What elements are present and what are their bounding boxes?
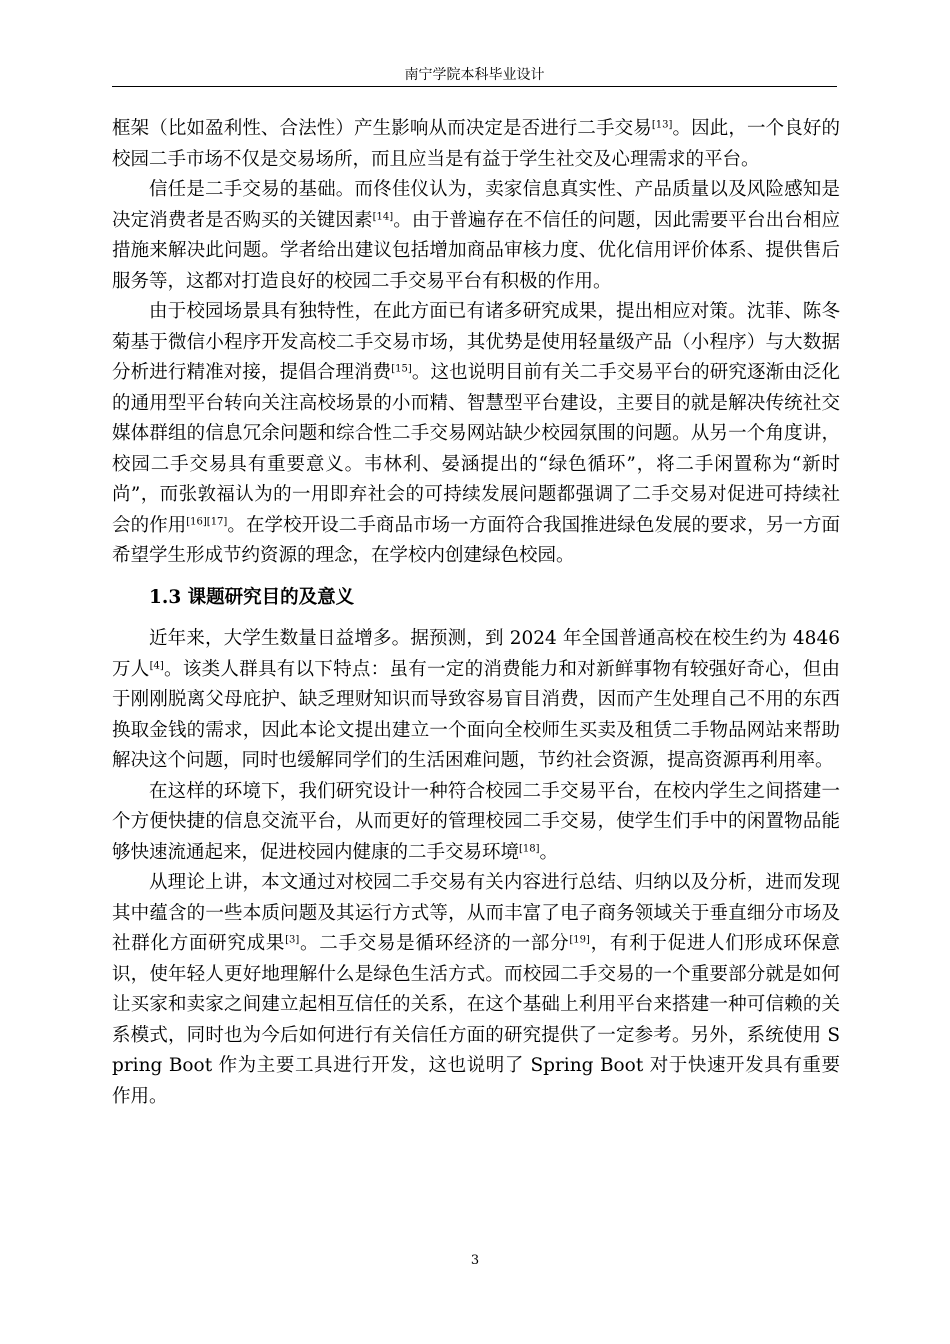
citation-15: [15]	[391, 363, 412, 375]
paragraph-2	[112, 175, 840, 297]
paragraph-6-text-a: 从理论上讲，本文通过对校园二手交易有关内容进行总结、归纳以及分析，进而发现其中蕴含的一些本质问题及其运行方式等，从而丰富了电子商务领域关于垂直细分市场及社群化方面研究成果	[112, 872, 840, 954]
header-title: 南宁学院本科毕业设计	[404, 67, 545, 83]
page-number: 3	[470, 1253, 480, 1268]
paragraph-6-text-b: 。二手交易是循环经济的一部分	[299, 933, 570, 954]
paragraph-3-text-b: 。这也说明目前有关二手交易平台的研究逐渐由泛化的通用型平台转向关注高校场景的小而精、智慧型平台建设，主要目的就是解决传统社交媒体群组的信息冗余问题和综合性二手交易网站缺少校园氛围的问题。从另一个角度讲，校园二手交易具有重要意义。韦林利、晏涵提出的“绿色循环”，将二手闲置称为“新时尚”，而张敦福认为的一用即弃社会的可持续发展问题都强调了二手交易对促进可持续社会的作用	[112, 362, 840, 536]
citation-3: [3]	[285, 934, 300, 946]
paragraph-1-text-b: 。因此，一个良好的校园二手市场不仅是交易场所，而且应当是有益于学生社交及心理需求的平台。	[112, 118, 840, 170]
section-heading: 1.3 课题研究目的及意义	[149, 586, 355, 608]
citation-19: [19]	[569, 934, 590, 946]
paragraph-1	[112, 114, 840, 175]
page-header	[112, 66, 837, 87]
citation-14: [14]	[372, 211, 394, 222]
citation-13: [13]	[651, 119, 673, 131]
paragraph-3-text-c: 。在学校开设二手商品市场一方面符合我国推进绿色发展的要求，另一方面希望学生形成节约资源的理念，在学校内创建绿色校园。	[112, 514, 840, 566]
paragraph-2-text-b: 。由于普遍存在不信任的问题，因此需要平台出台相应措施来解决此问题。学者给出建议包括增加商品审核力度、优化信用评价体系、提供售后服务等，这都对打造良好的校园二手交易平台有积极的作用。	[112, 209, 840, 292]
paragraph-2-text-a: 信任是二手交易的基础。而佟佳仪认为，卖家信息真实性、产品质量以及风险感知是决定消费者是否购买的关键因素	[112, 179, 840, 231]
document-body	[112, 114, 840, 1112]
paragraph-5-text-a: 在这样的环境下，我们研究设计一种符合校园二手交易平台，在校内学生之间搭建一个方便快捷的信息交流平台，从而更好的管理校园二手交易，使学生们手中的闲置物品能够快速流通起来，促进校园内健康的二手交易环境	[112, 780, 840, 863]
paragraph-5-text-b: 。	[539, 841, 559, 863]
paragraph-1-text-a: 框架（比如盈利性、合法性）产生影响从而决定是否进行二手交易	[112, 118, 652, 139]
paragraph-6-text-c: ，有利于促进人们形成环保意识，使年轻人更好地理解什么是绿色生活方式。而校园二手交易的一个重要部分就是如何让买家和卖家之间建立起相互信任的关系，在这个基础上利用平台来搭建一种可信赖的关系模式，同时也为今后如何进行有关信任方面的研究提供了一定参考。另外，系统使用 Spring Boot 作为主要工具进行开发，这也说明了 Spring Boot 对于快速开发具有重要作用。	[112, 933, 840, 1107]
citation-18: [18]	[519, 843, 540, 854]
paragraph-3-text-a: 由于校园场景具有独特性，在此方面已有诸多研究成果，提出相应对策。沈菲、陈冬菊基于微信小程序开发高校二手交易市场，其优势是使用轻量级产品（小程序）与大数据分析进行精准对接，提倡合理消费	[112, 301, 840, 383]
paragraph-3	[112, 297, 840, 572]
citation-16-17: [16][17]	[186, 516, 228, 527]
citation-4: [4]	[149, 660, 164, 671]
paragraph-5	[112, 777, 840, 869]
paragraph-4-text-b: 。该类人群具有以下特点：虽有一定的消费能力和对新鲜事物有较强好奇心，但由于刚刚脱离父母庇护、缺乏理财知识而导致容易盲目消费，因而产生处理自己不用的东西换取金钱的需求，因此本论文提出建立一个面向全校师生买卖及租赁二手物品网站来帮助解决这个问题，同时也缓解同学们的生活困难问题，节约社会资源，提高资源再利用率。	[112, 658, 840, 771]
paragraph-4-text-a: 近年来，大学生数量日益增多。据预测，到 2024 年全国普通高校在校生约为 4846 万人	[112, 628, 840, 680]
paragraph-4	[112, 624, 840, 777]
paragraph-6	[112, 868, 840, 1112]
